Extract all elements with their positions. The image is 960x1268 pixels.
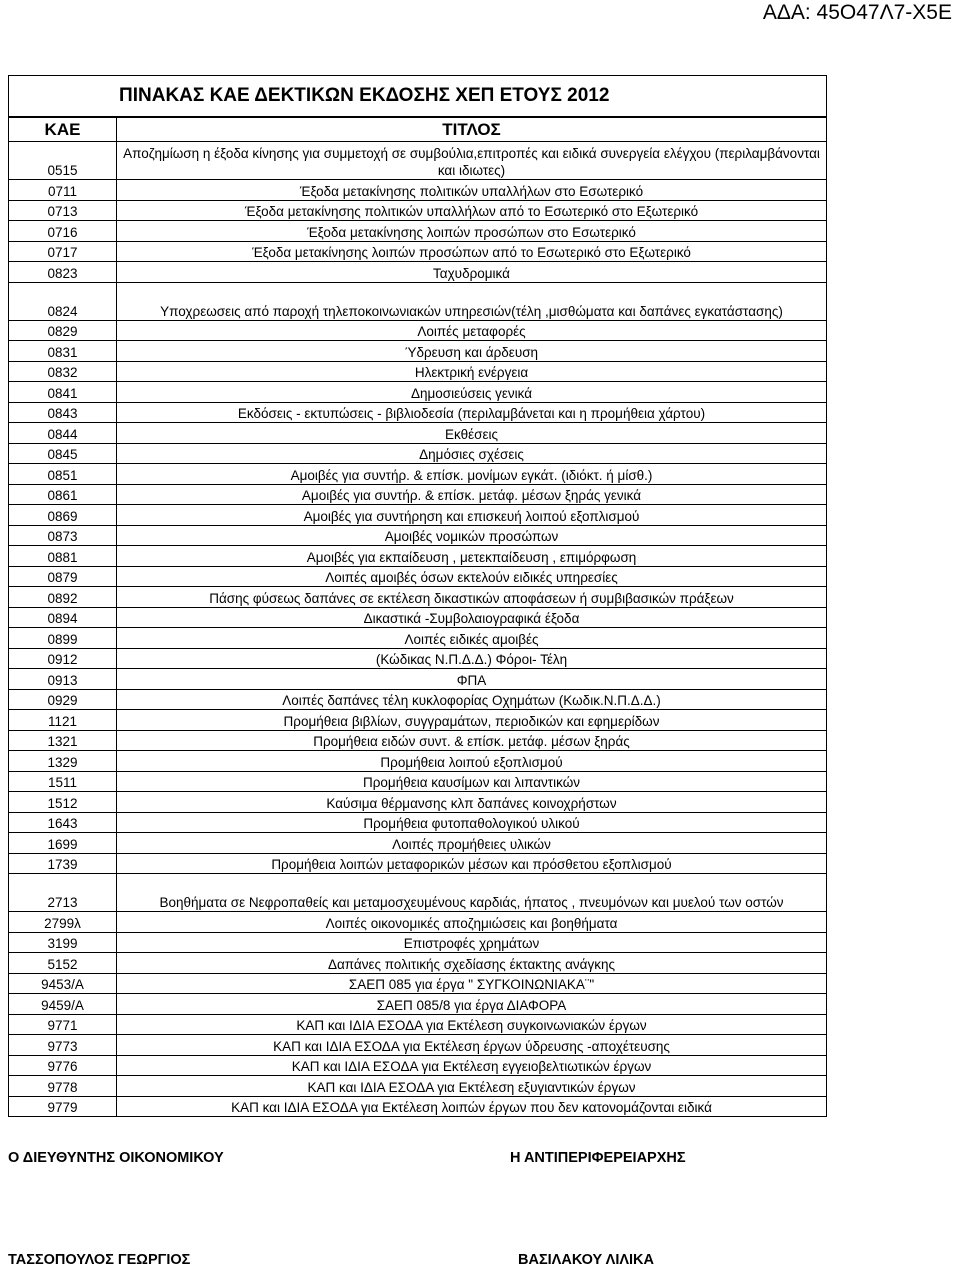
kae-code-cell: 2713: [9, 874, 117, 912]
kae-title-cell: Αμοιβές για εκπαίδευση , μετεκπαίδευση , επιμόρφωση: [117, 546, 827, 567]
kae-title-cell: Υποχρεωσεις από παροχή τηλεποκοινωνιακών υπηρεσιών(τέλη ,μισθώματα και δαπάνες εγκατάστασης): [117, 282, 827, 320]
kae-title-cell: Αμοιβές για συντήρηση και επισκευή λοιπού εξοπλισμού: [117, 505, 827, 526]
kae-code-cell: 0711: [9, 180, 117, 201]
table-row: [9, 282, 827, 320]
kae-title-cell: Λοιπές μεταφορές: [117, 320, 827, 341]
kae-code-cell: 0913: [9, 669, 117, 690]
kae-title-cell: Λοιπές δαπάνες τέλη κυκλοφορίας Οχημάτων (Κωδικ.Ν.Π.Δ.Δ.): [117, 689, 827, 710]
table-title: [8, 75, 827, 117]
table-row: [9, 341, 827, 362]
table-row: [9, 221, 827, 242]
table-row: [9, 402, 827, 423]
kae-title-cell: Προμήθεια λοιπών μεταφορικών μέσων και πρόσθετου εξοπλισμού: [117, 853, 827, 874]
kae-title-cell: Δικαστικά -Συμβολαιογραφικά έξοδα: [117, 607, 827, 628]
kae-code-cell: 9776: [9, 1055, 117, 1076]
signature-right-role: Η ΑΝΤΙΠΕΡΙΦΕΡΕΙΑΡΧΗΣ: [510, 1150, 686, 1166]
kae-code-cell: 1121: [9, 710, 117, 731]
table-row: [9, 628, 827, 649]
table-row: [9, 812, 827, 833]
kae-code-cell: 1699: [9, 833, 117, 854]
kae-code-cell: 0873: [9, 525, 117, 546]
kae-title-cell: Προμήθεια καυσίμων και λιπαντικών: [117, 771, 827, 792]
kae-table-body: [9, 142, 827, 1117]
kae-code-cell: 1739: [9, 853, 117, 874]
table-row: [9, 320, 827, 341]
kae-title-cell: Αμοιβές για συντήρ. & επίσκ. μετάφ. μέσων ξηράς γενικά: [117, 484, 827, 505]
kae-code-cell: 0879: [9, 566, 117, 587]
kae-title-cell: Εκθέσεις: [117, 423, 827, 444]
kae-title-cell: Λοιπές προμήθειες υλικών: [117, 833, 827, 854]
kae-title-cell: Έξοδα μετακίνησης λοιπών προσώπων στο Εσωτερικό: [117, 221, 827, 242]
signature-left-role: Ο ΔΙΕΥΘΥΝΤΗΣ ΟΙΚΟΝΟΜΙΚΟΥ: [8, 1150, 224, 1166]
table-title-text: ΠΙΝΑΚΑΣ ΚΑΕ ΔΕΚΤΙΚΩΝ ΕΚΔΟΣΗΣ ΧΕΠ ΕΤΟΥΣ 2012: [119, 85, 610, 106]
kae-code-cell: 0929: [9, 689, 117, 710]
kae-code-cell: 9771: [9, 1014, 117, 1035]
table-row: [9, 953, 827, 974]
signature-right-name: ΒΑΣΙΛΑΚΟΥ ΛΙΛΙΚΑ: [518, 1252, 655, 1268]
table-row: [9, 994, 827, 1015]
table-row: [9, 689, 827, 710]
kae-code-cell: 0515: [9, 142, 117, 180]
table-row: [9, 607, 827, 628]
signature-left-name: ΤΑΣΣΟΠΟΥΛΟΣ ΓΕΩΡΓΙΟΣ: [8, 1252, 191, 1268]
kae-title-cell: Επιστροφές χρημάτων: [117, 932, 827, 953]
kae-code-cell: 9778: [9, 1076, 117, 1097]
kae-code-cell: 0861: [9, 484, 117, 505]
kae-title-cell: ΦΠΑ: [117, 669, 827, 690]
table-row: [9, 874, 827, 912]
kae-code-cell: 0912: [9, 648, 117, 669]
kae-title-cell: Δημόσιες σχέσεις: [117, 443, 827, 464]
kae-code-cell: 0844: [9, 423, 117, 444]
kae-title-cell: ΚΑΠ και ΙΔΙΑ ΕΣΟΔΑ για Εκτέλεση συγκοινωνιακών έργων: [117, 1014, 827, 1035]
kae-title-cell: Λοιπές αμοιβές όσων εκτελούν ειδικές υπηρεσίες: [117, 566, 827, 587]
kae-title-cell: Ταχυδρομικά: [117, 262, 827, 283]
kae-title-cell: ΚΑΠ και ΙΔΙΑ ΕΣΟΔΑ για Εκτέλεση έργων ύδρευσης -αποχέτευσης: [117, 1035, 827, 1056]
kae-code-cell: 0832: [9, 361, 117, 382]
table-row: [9, 525, 827, 546]
kae-code-cell: 9459/Α: [9, 994, 117, 1015]
kae-title-cell: Πάσης φύσεως δαπάνες σε εκτέλεση δικαστικών αποφάσεων ή συμβιβασικών πράξεων: [117, 587, 827, 608]
table-row: [9, 973, 827, 994]
table-row: [9, 1035, 827, 1056]
kae-code-cell: 0894: [9, 607, 117, 628]
table-row: [9, 505, 827, 526]
kae-code-cell: 1643: [9, 812, 117, 833]
table-row: [9, 566, 827, 587]
kae-title-cell: Λοιπές ειδικές αμοιβές: [117, 628, 827, 649]
column-header-code: ΚΑΕ: [9, 118, 117, 142]
kae-title-cell: ΣΑΕΠ 085/8 για έργα ΔΙΑΦΟΡΑ: [117, 994, 827, 1015]
kae-code-cell: 0823: [9, 262, 117, 283]
kae-code-cell: 0881: [9, 546, 117, 567]
table-row: [9, 142, 827, 180]
table-row: [9, 648, 827, 669]
table-row: [9, 546, 827, 567]
kae-title-cell: Έξοδα μετακίνησης λοιπών προσώπων από το Εσωτερικό στο Εξωτερικό: [117, 241, 827, 262]
kae-title-cell: Δημοσιεύσεις γενικά: [117, 382, 827, 403]
table-row: [9, 241, 827, 262]
kae-title-cell: Προμήθεια λοιπού εξοπλισμού: [117, 751, 827, 772]
kae-code-cell: 1321: [9, 730, 117, 751]
kae-title-cell: Καύσιμα θέρμανσης κλπ δαπάνες κοινοχρήστων: [117, 792, 827, 813]
kae-code-cell: 0824: [9, 282, 117, 320]
table-row: [9, 361, 827, 382]
table-row: [9, 464, 827, 485]
kae-code-cell: 9779: [9, 1096, 117, 1117]
kae-title-cell: Δαπάνες πολιτικής σχεδίασης έκτακτης ανάγκης: [117, 953, 827, 974]
kae-title-cell: Έξοδα μετακίνησης πολιτικών υπαλλήλων από το Εσωτερικό στο Εξωτερικό: [117, 200, 827, 221]
kae-title-cell: Προμήθεια ειδών συντ. & επίσκ. μετάφ. μέσων ξηράς: [117, 730, 827, 751]
table-row: [9, 423, 827, 444]
kae-title-cell: Εκδόσεις - εκτυπώσεις - βιβλιοδεσία (περιλαμβάνεται και η προμήθεια χάρτου): [117, 402, 827, 423]
table-row: [9, 792, 827, 813]
kae-title-cell: ΚΑΠ και ΙΔΙΑ ΕΣΟΔΑ για Εκτέλεση λοιπών έργων που δεν κατονομάζονται ειδικά: [117, 1096, 827, 1117]
kae-title-cell: Βοηθήματα σε Νεφροπαθείς και μεταμοσχευμένους καρδιάς, ήπατος , πνευμόνων και μυελού των οστών: [117, 874, 827, 912]
kae-code-cell: 0841: [9, 382, 117, 403]
kae-code-cell: 1511: [9, 771, 117, 792]
kae-code-cell: 1512: [9, 792, 117, 813]
kae-title-cell: Ύδρευση και άρδευση: [117, 341, 827, 362]
kae-title-cell: ΚΑΠ και ΙΔΙΑ ΕΣΟΔΑ για Εκτέλεση εξυγιαντικών έργων: [117, 1076, 827, 1097]
table-row: [9, 710, 827, 731]
kae-code-cell: 9453/Α: [9, 973, 117, 994]
table-row: [9, 587, 827, 608]
table-row: [9, 382, 827, 403]
kae-title-cell: ΚΑΠ και ΙΔΙΑ ΕΣΟΔΑ για Εκτέλεση εγγειοβελτιωτικών έργων: [117, 1055, 827, 1076]
table-row: [9, 771, 827, 792]
table-row: [9, 1096, 827, 1117]
ada-code: ΑΔΑ: 45Ο47Λ7-Χ5Ε: [762, 1, 952, 24]
table-row: [9, 833, 827, 854]
table-row: [9, 443, 827, 464]
kae-title-cell: Αμοιβές για συντήρ. & επίσκ. μονίμων εγκάτ. (ιδιόκτ. ή μίσθ.): [117, 464, 827, 485]
table-row: [9, 484, 827, 505]
kae-code-cell: 0713: [9, 200, 117, 221]
kae-code-cell: 0869: [9, 505, 117, 526]
kae-title-cell: Λοιπές οικονομικές αποζημιώσεις και βοηθήματα: [117, 912, 827, 933]
kae-code-cell: 0843: [9, 402, 117, 423]
kae-code-cell: 5152: [9, 953, 117, 974]
kae-code-cell: 1329: [9, 751, 117, 772]
column-header-title: ΤΙΤΛΟΣ: [117, 118, 827, 142]
kae-code-cell: 0716: [9, 221, 117, 242]
kae-code-cell: 0845: [9, 443, 117, 464]
kae-title-cell: Έξοδα μετακίνησης πολιτικών υπαλλήλων στο Εσωτερικό: [117, 180, 827, 201]
kae-table: [8, 117, 827, 1117]
table-row: [9, 200, 827, 221]
kae-title-cell: ΣΑΕΠ 085 για έργα " ΣΥΓΚΟΙΝΩΝΙΑΚΑ¨": [117, 973, 827, 994]
kae-title-cell: Προμήθεια φυτοπαθολογικού υλικού: [117, 812, 827, 833]
table-row: [9, 180, 827, 201]
kae-code-cell: 0829: [9, 320, 117, 341]
table-row: [9, 853, 827, 874]
kae-title-cell: Αποζημίωση η έξοδα κίνησης για συμμετοχή σε συμβούλια,επιτροπές και ειδικά συνεργεία ελέγχου (περιλαμβάνονται και ιδιωτες): [117, 142, 827, 180]
table-row: [9, 1014, 827, 1035]
table-row: [9, 1076, 827, 1097]
kae-code-cell: 0831: [9, 341, 117, 362]
table-row: [9, 262, 827, 283]
kae-title-cell: (Κώδικας Ν.Π.Δ.Δ.) Φόροι- Τέλη: [117, 648, 827, 669]
table-row: [9, 730, 827, 751]
table-row: [9, 912, 827, 933]
kae-code-cell: 0851: [9, 464, 117, 485]
kae-code-cell: 0717: [9, 241, 117, 262]
kae-code-cell: 3199: [9, 932, 117, 953]
kae-code-cell: 2799λ: [9, 912, 117, 933]
table-row: [9, 669, 827, 690]
kae-title-cell: Ηλεκτρική ενέργεια: [117, 361, 827, 382]
kae-title-cell: Προμήθεια βιβλίων, συγγραμάτων, περιοδικών και εφημερίδων: [117, 710, 827, 731]
table-row: [9, 751, 827, 772]
kae-code-cell: 9773: [9, 1035, 117, 1056]
kae-code-cell: 0892: [9, 587, 117, 608]
kae-code-cell: 0899: [9, 628, 117, 649]
kae-title-cell: Αμοιβές νομικών προσώπων: [117, 525, 827, 546]
table-row: [9, 932, 827, 953]
table-row: [9, 1055, 827, 1076]
